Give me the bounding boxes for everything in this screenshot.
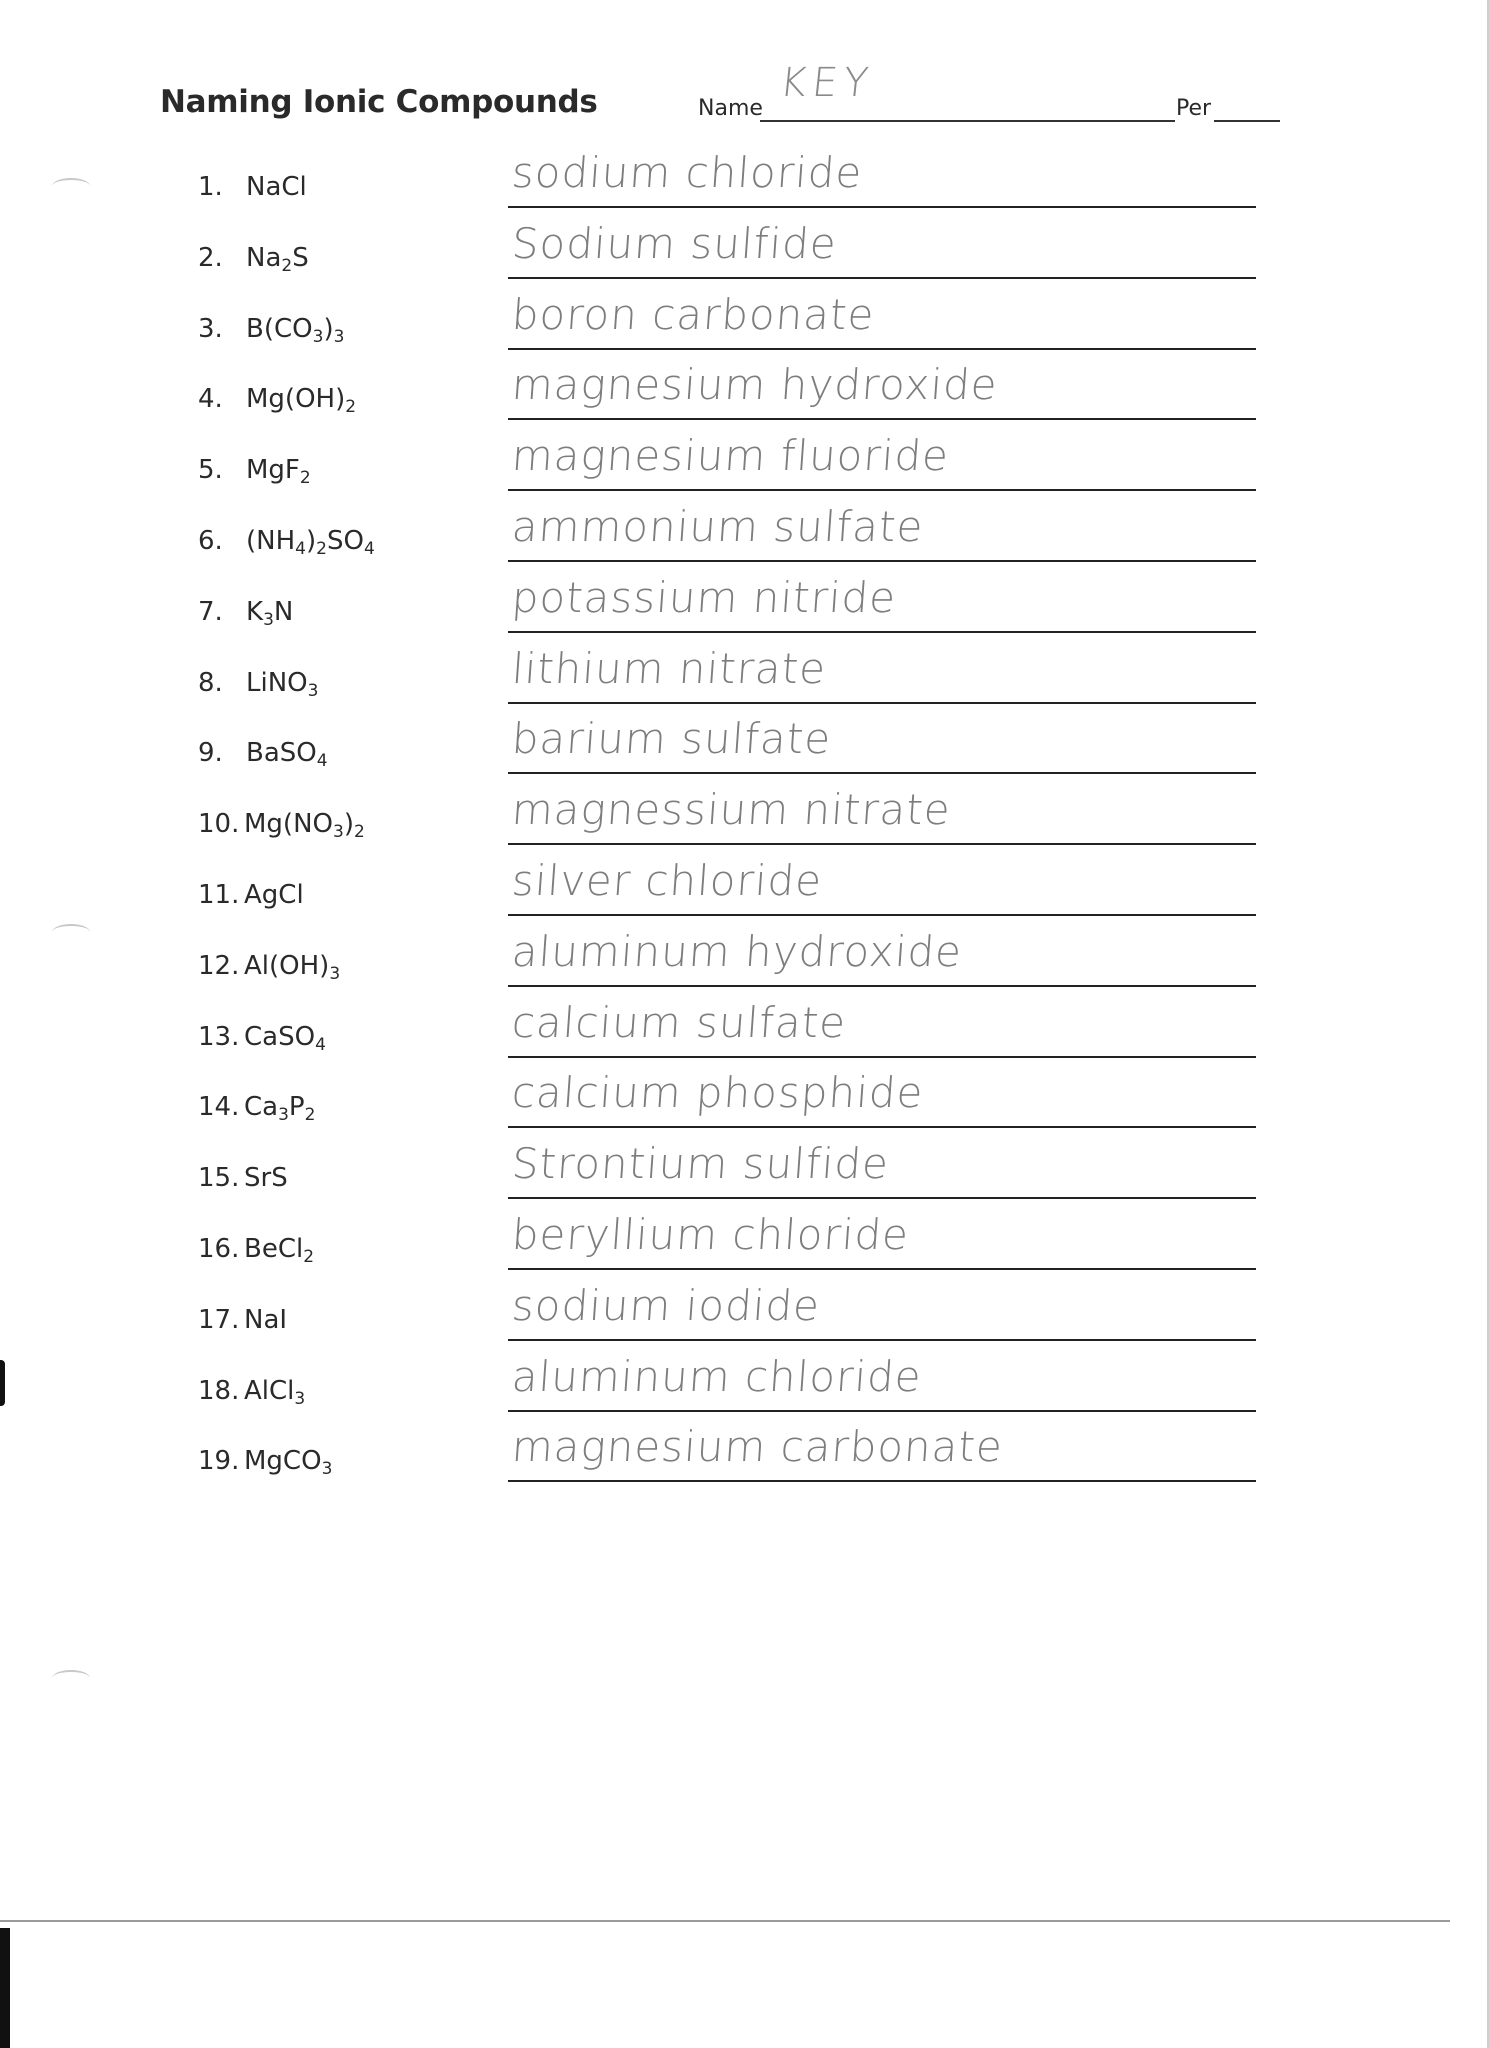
scan-mark (0, 1360, 5, 1406)
answer-line (508, 1339, 1256, 1341)
answer-line (508, 1197, 1256, 1199)
formula-part: ) (323, 313, 334, 344)
formula-subscript: 2 (345, 397, 357, 418)
name-line (760, 120, 1175, 122)
formula-subscript: 2 (281, 255, 293, 276)
answer-line (508, 348, 1256, 350)
answer-line (508, 206, 1256, 208)
chemical-formula (244, 1234, 314, 1267)
answer-line (508, 1480, 1256, 1482)
question-number: 16. (198, 1234, 240, 1264)
formula-subscript: 3 (263, 609, 274, 630)
formula-part: Mg(NO (244, 809, 333, 840)
question-number: 14. (198, 1092, 240, 1123)
formula-subscript: 4 (316, 751, 328, 772)
formula-part: P (288, 1092, 305, 1123)
formula-part: SO (326, 526, 364, 556)
formula-subscript: 3 (307, 680, 319, 701)
question-number: 4. (198, 384, 223, 415)
margin-mark (52, 178, 90, 194)
chemical-formula (244, 1163, 288, 1193)
chemical-formula (246, 243, 309, 276)
chemical-formula (244, 1022, 326, 1055)
formula-part: (NH (246, 526, 296, 556)
question-number: 1. (198, 172, 223, 202)
answer-line (508, 418, 1256, 420)
answer-line (508, 843, 1256, 845)
question-row (0, 1422, 1489, 1516)
handwritten-answer: beryllium chloride (510, 1210, 911, 1259)
answer-line (508, 702, 1256, 704)
question-number: 13. (198, 1021, 240, 1052)
handwritten-answer: calcium phosphide (510, 1068, 926, 1118)
answer-line (508, 489, 1256, 491)
question-number: 2. (198, 242, 223, 273)
answer-line (508, 1410, 1256, 1412)
chemical-formula (246, 172, 307, 202)
formula-part: MgCO (244, 1446, 322, 1477)
formula-part: B(CO (246, 313, 313, 344)
question-number: 3. (198, 313, 223, 344)
formula-subscript: 2 (303, 1247, 315, 1267)
formula-subscript: 3 (278, 1105, 289, 1126)
formula-part: N (273, 596, 294, 627)
handwritten-answer: aluminum chloride (510, 1351, 924, 1401)
formula-part: MgF (246, 455, 300, 486)
formula-part: S (292, 242, 309, 273)
formula-part: Mg(OH) (246, 384, 346, 415)
handwritten-answer: magnesium carbonate (510, 1422, 1005, 1472)
question-number: 6. (198, 526, 223, 556)
question-number: 17. (198, 1304, 240, 1335)
period-line (1214, 120, 1280, 122)
formula-subscript: 2 (316, 539, 327, 559)
answer-line (508, 277, 1256, 279)
handwritten-answer: aluminum hydroxide (510, 926, 964, 976)
question-number: 15. (198, 1163, 240, 1194)
chemical-formula (246, 668, 318, 701)
formula-part: Al(OH) (244, 950, 330, 981)
formula-subscript: 2 (353, 822, 365, 843)
name-value: KEY (777, 60, 877, 106)
answer-line (508, 1056, 1256, 1058)
handwritten-answer: calcium sulfate (510, 997, 848, 1047)
answer-line (508, 631, 1256, 633)
formula-subscript: 3 (321, 1459, 333, 1480)
formula-subscript: 3 (333, 326, 345, 347)
formula-subscript: 4 (295, 539, 306, 559)
question-number: 18. (198, 1375, 240, 1406)
formula-subscript: 2 (299, 468, 311, 489)
handwritten-answer: lithium nitrate (510, 643, 828, 693)
name-label: Name (698, 96, 763, 121)
formula-part: NaI (244, 1304, 288, 1335)
answer-line (508, 985, 1256, 987)
formula-part: ) (343, 809, 354, 840)
answer-line (508, 1126, 1256, 1128)
chemical-formula (246, 455, 311, 488)
formula-part: Ca (244, 1092, 279, 1123)
question-number: 12. (198, 950, 240, 981)
chemical-formula (246, 597, 293, 630)
handwritten-answer: silver chloride (510, 856, 824, 905)
handwritten-answer: barium sulfate (510, 714, 833, 764)
formula-part: ) (305, 526, 317, 556)
handwritten-answer: magnesium fluoride (510, 431, 951, 481)
margin-mark (52, 1670, 90, 1686)
question-number: 19. (198, 1446, 240, 1477)
formula-part: AlCl (244, 1375, 295, 1406)
question-number: 8. (198, 667, 223, 698)
formula-part: AgCl (244, 880, 304, 910)
chemical-formula (244, 809, 365, 842)
answer-line (508, 1268, 1256, 1270)
formula-part: BeCl (244, 1234, 304, 1264)
handwritten-answer: Sodium sulfide (510, 218, 839, 268)
handwritten-answer: sodium chloride (510, 148, 865, 197)
scan-line (0, 1920, 1450, 1922)
chemical-formula (244, 880, 304, 910)
chemical-formula (244, 1446, 332, 1479)
formula-part: NaCl (246, 172, 307, 202)
chemical-formula (246, 384, 356, 417)
formula-part: BaSO (246, 738, 317, 769)
formula-subscript: 4 (363, 539, 375, 559)
handwritten-answer: sodium iodide (510, 1280, 822, 1330)
chemical-formula (246, 738, 328, 771)
formula-subscript: 3 (312, 326, 324, 347)
formula-subscript: 3 (329, 963, 341, 984)
formula-part: K (246, 596, 264, 627)
handwritten-answer: potassium nitride (510, 572, 898, 622)
formula-subscript: 3 (294, 1388, 306, 1409)
question-number: 7. (198, 596, 223, 627)
formula-subscript: 2 (304, 1105, 316, 1126)
question-number: 10. (198, 809, 240, 840)
chemical-formula (244, 1305, 287, 1335)
worksheet-title: Naming Ionic Compounds (160, 84, 598, 120)
formula-subscript: 4 (315, 1034, 326, 1055)
scan-edge (0, 1928, 10, 2048)
answer-line (508, 560, 1256, 562)
chemical-formula (246, 526, 375, 559)
handwritten-answer: boron carbonate (510, 289, 877, 339)
chemical-formula (244, 1092, 315, 1125)
handwritten-answer: ammonium sulfate (510, 502, 926, 551)
handwritten-answer: Strontium sulfide (510, 1139, 891, 1189)
chemical-formula (246, 314, 344, 347)
formula-part: Na (246, 242, 282, 273)
period-label: Per (1176, 96, 1212, 121)
margin-mark (52, 924, 90, 940)
handwritten-answer: magnessium nitrate (510, 785, 953, 835)
formula-part: CaSO (244, 1021, 316, 1052)
question-number: 9. (198, 738, 223, 769)
question-number: 5. (198, 455, 223, 486)
formula-part: SrS (244, 1163, 288, 1194)
question-number: 11. (198, 880, 240, 910)
answer-line (508, 772, 1256, 774)
formula-subscript: 3 (333, 822, 344, 843)
formula-part: LiNO (246, 667, 308, 698)
answer-line (508, 914, 1256, 916)
chemical-formula (244, 951, 340, 984)
chemical-formula (244, 1376, 305, 1409)
handwritten-answer: magnesium hydroxide (510, 360, 1000, 410)
